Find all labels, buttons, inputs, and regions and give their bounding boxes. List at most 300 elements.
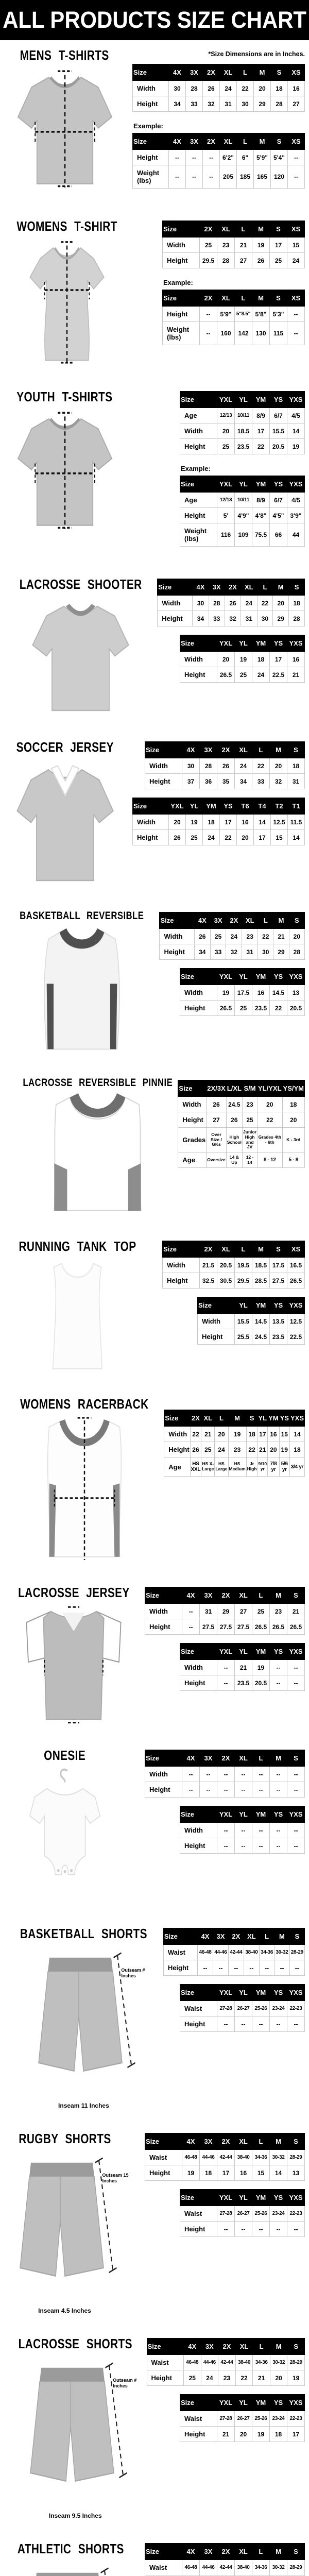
size-column-header: YL [258, 1410, 268, 1427]
table-row [180, 523, 305, 547]
size-column-header: M [254, 133, 271, 150]
value-cell: 33 [210, 944, 226, 960]
womens-t-shirt-tables [130, 218, 305, 353]
value-cell: -- [217, 1838, 235, 1854]
value-cell: 19 [287, 439, 305, 454]
value-cell: 18 [289, 1442, 304, 1458]
value-cell: HS Large [215, 1458, 228, 1477]
size-column-header: 2X [190, 1410, 201, 1427]
youth-t-shirts-tables [125, 389, 305, 555]
value-cell: 30 [169, 81, 186, 96]
table-row [145, 774, 305, 789]
value-cell: 34 [193, 611, 209, 626]
womens-racerback-tables [165, 1396, 305, 1485]
dimensions-note: *Size Dimensions are in Inches. [208, 50, 305, 58]
row-label-cell: Weight (lbs) [133, 165, 169, 189]
size-column-header: YM [252, 1806, 270, 1823]
value-cell: 11.5 [288, 815, 305, 830]
value-cell: 23-24 [270, 2206, 287, 2222]
table-row [133, 96, 305, 112]
size-column-header: 2X/3X [207, 1080, 226, 1097]
value-cell: 24 [235, 758, 252, 774]
size-column-header: YM [268, 1410, 280, 1427]
value-cell: 205 [220, 165, 237, 189]
size-column-header: YM [252, 969, 270, 985]
value-cell: 20 [270, 758, 287, 774]
value-cell: 30.5 [217, 1273, 235, 1289]
value-cell: 3'9" [287, 508, 305, 523]
rugby-shorts-tables [125, 2131, 305, 2245]
value-cell: 17 [258, 1427, 268, 1442]
value-cell: 26-27 [235, 2411, 252, 2427]
size-column-header: YS [270, 476, 287, 493]
size-column-header: YXL [217, 2190, 235, 2206]
table-row [145, 1604, 305, 1619]
corner-header-cell: Size [180, 1643, 217, 1660]
value-cell: 115 [270, 322, 287, 345]
size-column-header: T6 [237, 798, 254, 815]
value-cell: -- [169, 150, 186, 165]
value-cell: -- [287, 322, 305, 345]
value-cell: 20.5 [270, 439, 287, 454]
size-column-header: L [235, 1241, 252, 1258]
running-tank-top-tables [151, 1239, 305, 1353]
running-tank-top-table-wrap-1 [162, 1241, 305, 1295]
value-cell: 4'8" [252, 508, 270, 523]
value-cell: 120 [271, 165, 288, 189]
size-column-header: M [274, 1928, 289, 1945]
value-cell: 8/9 [252, 408, 270, 423]
mens-t-shirts-image-wrap [11, 67, 119, 191]
value-cell: 3/4 yr [289, 1458, 304, 1477]
value-cell: 29.5 [200, 253, 217, 268]
value-cell: 18 [252, 652, 270, 667]
value-cell: 10/11 [235, 408, 252, 423]
value-cell: HS Medium [228, 1458, 246, 1477]
size-column-header: L [237, 64, 254, 81]
value-cell: 6'2" [220, 150, 237, 165]
table-row [180, 1823, 305, 1838]
size-column-header: 2X [200, 1241, 217, 1258]
size-column-header: YL [235, 635, 252, 652]
table-row [180, 2427, 305, 2442]
size-column-header: YM [252, 635, 270, 652]
value-cell: 25 [210, 929, 226, 944]
size-column-header: YXS [287, 1643, 305, 1660]
value-cell: 26 [194, 929, 210, 944]
value-cell: 15 [279, 1427, 289, 1442]
value-cell: 23 [270, 1604, 287, 1619]
corner-header-cell: Size [180, 1806, 217, 1823]
value-cell: 14 [289, 1427, 304, 1442]
table-row [164, 1427, 305, 1442]
table-row [178, 1112, 305, 1128]
size-column-header: T1 [288, 798, 305, 815]
value-cell: 109 [235, 523, 252, 547]
value-cell: 30-32 [270, 2355, 287, 2370]
size-column-header: XL [235, 1587, 252, 1604]
value-cell: 15 [287, 238, 305, 253]
size-column-header: YM [252, 1985, 270, 2001]
size-column-header: 2X [200, 221, 217, 238]
size-column-header: YS/YM [282, 1080, 304, 1097]
value-cell: 28-29 [287, 2150, 305, 2165]
lacrosse-shooter-size-table-2 [180, 635, 305, 683]
athletic-shorts-image-wrap [16, 2561, 125, 2576]
size-column-header: YL [235, 1297, 252, 1314]
row-label-cell: Height [180, 1675, 217, 1691]
value-cell: 19 [252, 1660, 270, 1675]
value-cell: K - 3rd [282, 1128, 304, 1153]
size-column-header: YXL [217, 476, 235, 493]
value-cell: 18.5 [252, 1258, 270, 1273]
table-header-row [178, 1080, 305, 1097]
row-label-cell: Height [147, 2370, 183, 2386]
row-label-cell: Waist [180, 2411, 217, 2427]
value-cell: 21 [217, 2427, 235, 2442]
table-header-row [163, 1928, 304, 1945]
size-column-header: YL [235, 2190, 252, 2206]
size-column-header: YS [270, 1643, 287, 1660]
size-column-header: 2X [228, 1928, 244, 1945]
value-cell: -- [289, 1960, 304, 1976]
value-cell: 14 [287, 423, 305, 439]
size-column-header: 4X [182, 2133, 200, 2150]
lacrosse-jersey-size-table-2 [180, 1643, 305, 1691]
value-cell: 29 [273, 944, 289, 960]
product-title: LACROSSE JERSEY [18, 1585, 130, 1601]
table-header-row [198, 1297, 305, 1314]
section-mens-t-shirts [0, 47, 309, 197]
size-column-header: S [289, 912, 304, 929]
rugby-shorts-size-table-1 [145, 2133, 305, 2181]
value-cell: 25 [186, 830, 203, 845]
value-cell: -- [235, 1782, 252, 1798]
basketball-shorts-size-table-2 [180, 1984, 305, 2032]
table-row [178, 1097, 305, 1112]
value-cell: 30-32 [270, 2150, 287, 2165]
size-column-header: YS [279, 1410, 289, 1427]
size-column-header: 2X [217, 1587, 235, 1604]
size-column-header: YL [235, 969, 252, 985]
size-column-header: 2X [203, 64, 220, 81]
value-cell: 44-46 [200, 2150, 217, 2165]
value-cell: 22 [190, 1427, 201, 1442]
value-cell: -- [235, 1767, 252, 1782]
value-cell: 27 [235, 1604, 252, 1619]
table-row [147, 2370, 304, 2386]
lacrosse-reversible-pinnie-image-wrap [42, 1093, 153, 1217]
value-cell: 29 [217, 1604, 235, 1619]
value-cell: HS X-Large [201, 1458, 215, 1477]
size-column-header: YS [270, 1297, 287, 1314]
product-title: YOUTH T-SHIRTS [16, 389, 112, 405]
value-cell: 23 [228, 1442, 246, 1458]
table-header-row [145, 742, 305, 758]
value-cell: 5'3" [270, 307, 287, 322]
corner-header-cell: Size [145, 1587, 182, 1604]
section-rugby-shorts [0, 2131, 309, 2314]
size-column-header: YXL [169, 798, 186, 815]
value-cell: 25-26 [252, 2411, 270, 2427]
size-column-header: YL [235, 476, 252, 493]
value-cell: 26.5 [217, 667, 235, 683]
row-label-cell: Width [145, 758, 182, 774]
value-cell: 160 [217, 322, 235, 345]
value-cell: 22 [237, 81, 254, 96]
value-cell: -- [203, 150, 220, 165]
size-column-header: YS [270, 1985, 287, 2001]
value-cell: -- [217, 1823, 235, 1838]
value-cell: 28 [271, 96, 288, 112]
table-header-row [158, 579, 305, 596]
value-cell: 20 [215, 1427, 228, 1442]
size-column-header: YS [270, 2395, 287, 2411]
row-label-cell: Weight (lbs) [180, 523, 217, 547]
value-cell: 22 [270, 1001, 287, 1016]
value-cell: -- [270, 1660, 287, 1675]
value-cell: 46-48 [198, 1945, 213, 1960]
table-row [164, 1442, 305, 1458]
section-basketball-shorts [0, 1926, 309, 2109]
value-cell: 22 [235, 2370, 253, 2386]
table-row [160, 929, 305, 944]
value-cell: 116 [217, 523, 235, 547]
value-cell: 185 [237, 165, 254, 189]
value-cell: 20 [289, 929, 304, 944]
row-label-cell: Waist [180, 2206, 217, 2222]
value-cell: 21 [287, 1604, 305, 1619]
size-column-header: L [252, 1750, 270, 1767]
table-row [160, 944, 305, 960]
value-cell: 13 [287, 985, 305, 1001]
basketball-reversible-size-table-2 [180, 968, 305, 1016]
value-cell: Grades 4th - 6th [258, 1128, 283, 1153]
size-column-header: YXS [287, 2395, 305, 2411]
value-cell: 21 [258, 1442, 268, 1458]
size-column-header: YXS [287, 635, 305, 652]
value-cell: 5'9" [217, 307, 235, 322]
soccer-jersey-tables [126, 739, 305, 854]
row-label-cell: Width [164, 1427, 190, 1442]
value-cell: 24.5 [252, 1329, 270, 1345]
size-column-header: 3X [209, 579, 225, 596]
value-cell: 15 [271, 830, 288, 845]
value-cell: 18 [282, 1097, 304, 1112]
value-cell: 24 [220, 81, 237, 96]
product-title: BASKETBALL REVERSIBLE [20, 910, 144, 922]
lacrosse-reversible-pinnie-size-table-1 [178, 1080, 305, 1168]
size-column-header: S [287, 2544, 305, 2560]
size-column-header: 3X [201, 2338, 218, 2355]
table-row [180, 2016, 305, 2032]
size-column-header: L [237, 133, 254, 150]
size-column-header: YXL [217, 1985, 235, 2001]
size-column-header: 2X [217, 2133, 235, 2150]
value-cell: 30 [257, 611, 273, 626]
table-row [145, 2560, 305, 2575]
value-cell: 7/8 yr [268, 1458, 280, 1477]
size-column-header: XL [220, 133, 237, 150]
onesie-table-wrap-2 [180, 1806, 305, 1860]
size-column-header: YXL [217, 969, 235, 985]
lacrosse-shooter-product-image-icon [25, 597, 136, 718]
mens-t-shirts-product-image-icon [11, 67, 119, 191]
value-cell: 23.5 [235, 439, 252, 454]
value-cell: 37 [182, 774, 200, 789]
size-column-header: XS [288, 64, 305, 81]
size-column-header: YXL [217, 635, 235, 652]
size-column-header: YS [270, 392, 287, 408]
table-row [163, 1960, 304, 1976]
value-cell: 24 [287, 253, 305, 268]
section-lacrosse-reversible-pinnie [0, 1077, 309, 1217]
lacrosse-shorts-table-wrap-2 [180, 2394, 305, 2448]
value-cell: 30 [193, 596, 209, 611]
value-cell: -- [244, 1960, 259, 1976]
value-cell: 21 [287, 667, 305, 683]
value-cell: -- [235, 2222, 252, 2237]
size-column-header: M [273, 579, 289, 596]
value-cell: -- [200, 322, 217, 345]
value-cell: 21 [201, 1427, 215, 1442]
row-label-cell: Width [180, 652, 217, 667]
row-label-cell: Height [180, 2222, 217, 2237]
value-cell: -- [270, 1675, 287, 1691]
value-cell: 26 [252, 253, 270, 268]
value-cell: -- [217, 1767, 235, 1782]
corner-header-cell: Size [180, 2190, 217, 2206]
value-cell: 13.5 [270, 1314, 287, 1329]
value-cell: 22 [246, 1442, 258, 1458]
value-cell: 18 [203, 815, 220, 830]
row-label-cell: Height [160, 944, 194, 960]
value-cell: 6" [237, 150, 254, 165]
value-cell: 23 [218, 2370, 236, 2386]
lacrosse-shooter-left [4, 577, 157, 718]
product-title: WOMENS RACERBACK [20, 1396, 148, 1412]
youth-t-shirts-size-table-1 [180, 391, 305, 454]
size-column-header: S [270, 290, 287, 307]
size-column-header: 2X [226, 912, 242, 929]
value-cell: 17 [254, 830, 271, 845]
youth-t-shirts-product-image-icon [11, 409, 119, 533]
value-cell: 20 [217, 423, 235, 439]
row-label-cell: Width [180, 423, 217, 439]
value-cell: 26 [203, 81, 220, 96]
value-cell: 46-48 [182, 2560, 200, 2575]
corner-header-cell: Size [180, 476, 217, 493]
table-row [163, 253, 305, 268]
value-cell: 20 [270, 2370, 287, 2386]
soccer-jersey-table-wrap-2 [132, 798, 305, 852]
lacrosse-shooter-size-table-1 [157, 579, 305, 626]
value-cell: 19 [235, 652, 252, 667]
value-cell: 22-23 [287, 2411, 305, 2427]
value-cell: 20.5 [287, 1001, 305, 1016]
mens-t-shirts-example-table [132, 133, 305, 189]
value-cell: 20 [254, 81, 271, 96]
size-column-header: 3X [200, 2544, 217, 2560]
table-row [180, 667, 305, 683]
product-title: BASKETBALL SHORTS [20, 1926, 147, 1942]
value-cell: 22 [220, 830, 237, 845]
size-column-header: 2X [218, 2338, 236, 2355]
table-header-row [180, 476, 305, 493]
table-row [145, 1782, 305, 1798]
table-row [145, 1619, 305, 1635]
value-cell: 14 [288, 830, 305, 845]
size-column-header: YM [252, 392, 270, 408]
table-row [180, 2222, 305, 2237]
onesie-product-image-icon [16, 1768, 114, 1904]
table-row [180, 1001, 305, 1016]
lacrosse-shorts-size-table-2 [180, 2394, 305, 2442]
value-cell: -- [287, 1660, 305, 1675]
row-label-cell: Width [133, 815, 169, 830]
value-cell: -- [169, 165, 186, 189]
value-cell: 31 [242, 944, 258, 960]
value-cell: 26-27 [235, 2001, 252, 2016]
lacrosse-reversible-pinnie-tables [192, 1077, 305, 1176]
size-column-header: YXL [217, 2395, 235, 2411]
value-cell: 10/11 [235, 493, 252, 508]
value-cell: 26 [217, 758, 235, 774]
section-lacrosse-jersey [0, 1585, 309, 1726]
value-cell: 17 [252, 423, 270, 439]
table-row [145, 2165, 305, 2181]
value-cell: 32 [226, 944, 242, 960]
table-header-row [145, 2544, 305, 2560]
value-cell: 18 [287, 758, 305, 774]
value-cell: -- [217, 2222, 235, 2237]
rugby-shorts-table-wrap-2 [180, 2189, 305, 2243]
size-column-header: XS [287, 1241, 305, 1258]
value-cell: -- [182, 1619, 200, 1635]
size-column-header: XL [217, 290, 235, 307]
table-row [145, 1767, 305, 1782]
value-cell: -- [252, 1767, 270, 1782]
table-row [163, 322, 305, 345]
value-cell: 26.5 [287, 1619, 305, 1635]
value-cell: 17 [270, 238, 287, 253]
value-cell: -- [252, 2016, 270, 2032]
youth-t-shirts-table-wrap-2 [180, 463, 305, 553]
value-cell: 33 [209, 611, 225, 626]
size-column-header: M [252, 290, 270, 307]
outseam-label: Outseam # Inches [113, 2378, 143, 2389]
product-title: ONESIE [44, 1748, 85, 1764]
section-youth-t-shirts [0, 389, 309, 555]
value-cell: 38-40 [235, 2560, 252, 2575]
corner-header-cell: Size [180, 2395, 217, 2411]
value-cell: 30-32 [270, 2560, 287, 2575]
value-cell: 44-46 [201, 2355, 218, 2370]
size-column-header: YL [235, 392, 252, 408]
size-column-header: S [271, 64, 288, 81]
value-cell: 19 [287, 2370, 305, 2386]
value-cell: 25 [183, 2370, 201, 2386]
lacrosse-jersey-table-wrap-2 [180, 1643, 305, 1697]
rugby-shorts-size-table-2 [180, 2189, 305, 2237]
row-label-cell: Height [180, 2016, 217, 2032]
table-row [133, 815, 305, 830]
row-label-cell: Height [158, 611, 193, 626]
section-womens-t-shirt [0, 218, 309, 367]
value-cell: -- [287, 307, 305, 322]
value-cell: -- [235, 1823, 252, 1838]
mens-t-shirts-table-wrap-1 [132, 64, 305, 118]
